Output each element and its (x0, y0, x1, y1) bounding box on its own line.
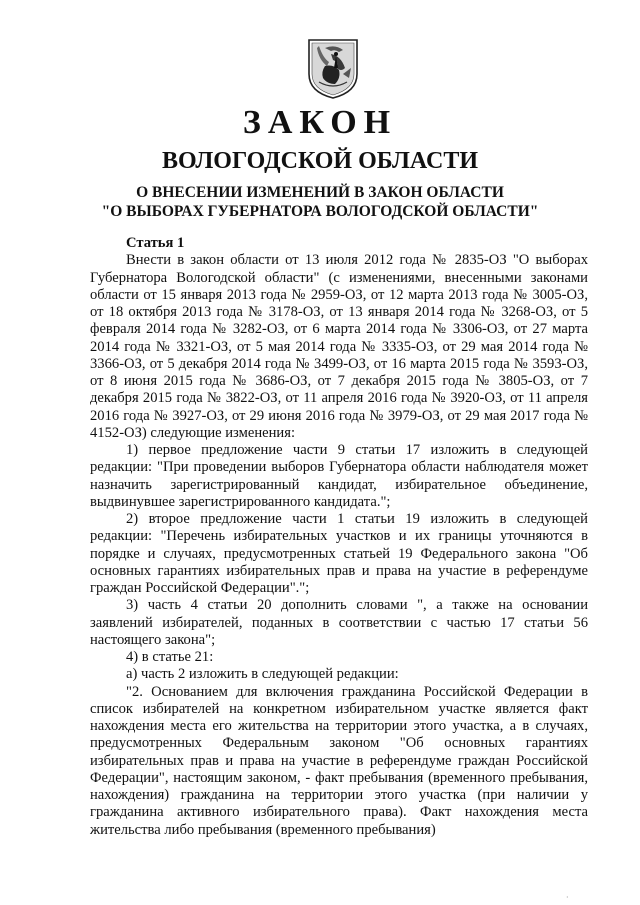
heading-line-1: О ВНЕСЕНИИ ИЗМЕНЕНИЙ В ЗАКОН ОБЛАСТИ (136, 184, 504, 201)
paragraph-item-2: 2) второе предложение части 1 статьи 19 изложить в следующей редакции: "Перечень избирательных участков и их границы уточняются в порядке и случаях, предусмотренных статьей 19 Федерального закона "Об основных гарантиях избирательных прав и права на участие в референдуме граждан Российской Федерации"."; (90, 511, 588, 596)
paragraph-intro: Внести в закон области от 13 июля 2012 года № 2835-ОЗ "О выборах Губернатора Вологодской области" (с изменениями, внесенными законами области от 15 января 2013 года № 2959-ОЗ, от 12 марта 2013 года № 3005-ОЗ, от 18 октября 2013 года № 3178-ОЗ, от 13 января 2014 года № 3268-ОЗ, от 5 февраля 2014 года № 3282-ОЗ, от 6 марта 2014 года № 3306-ОЗ, от 27 марта 2014 года № 3321-ОЗ, от 5 мая 2014 года № 3335-ОЗ, от 29 мая 2014 года № 3366-ОЗ, от 5 декабря 2014 года № 3499-ОЗ, от 16 марта 2015 года № 3593-ОЗ, от 8 июня 2015 года № 3686-ОЗ, от 7 декабря 2015 года № 3805-ОЗ, от 7 декабря 2015 года № 3822-ОЗ, от 11 апреля 2016 года № 3920-ОЗ, от 11 апреля 2016 года № 3927-ОЗ, от 29 июня 2016 года № 3979-ОЗ, от 29 мая 2017 года № 4152-ОЗ) следующие изменения: (90, 252, 588, 441)
page-corner-mark: · (566, 893, 569, 902)
paragraph-item-4a: а) часть 2 изложить в следующей редакции: (126, 666, 399, 683)
vologda-coat-of-arms-icon (305, 38, 361, 100)
article-title: Статья 1 (126, 235, 185, 251)
document-body (90, 235, 588, 839)
paragraph-item-1: 1) первое предложение части 9 статьи 17 изложить в следующей редакции: "При проведении выборов Губернатора области наблюдателя может назначить зарегистрированный кандидат, избирательное объединение, выдвинувшее зарегистрированного кандидата."; (90, 442, 588, 510)
document-heading (0, 183, 640, 221)
document-subtitle: ВОЛОГОДСКОЙ ОБЛАСТИ (161, 148, 479, 174)
paragraph-item-3: 3) часть 4 статьи 20 дополнить словами ", а также на основании заявлений избирателей, поданных в соответствии с частью 17 статьи 56 настоящего закона"; (90, 597, 588, 648)
paragraph-item-4: 4) в статье 21: (126, 649, 214, 665)
heading-line-2: "О ВЫБОРАХ ГУБЕРНАТОРА ВОЛОГОДСКОЙ ОБЛАСТИ" (101, 203, 539, 220)
document-title: ЗАКОН (242, 104, 398, 141)
paragraph-quoted-part-2: "2. Основанием для включения гражданина Российской Федерации в список избирателей на конкретном избирательном участке является факт нахождения места его жительства на территории этого участка, а в случаях, предусмотренных Федеральным законом "Об основных гарантиях избирательных прав и права на участие в референдуме граждан Российской Федерации", настоящим законом, - факт пребывания (временного пребывания, нахождения) гражданина на территории этого участка (при наличии у гражданина активного избирательного права). Факт нахождения места жительства либо пребывания (временного пребывания) (90, 683, 588, 838)
